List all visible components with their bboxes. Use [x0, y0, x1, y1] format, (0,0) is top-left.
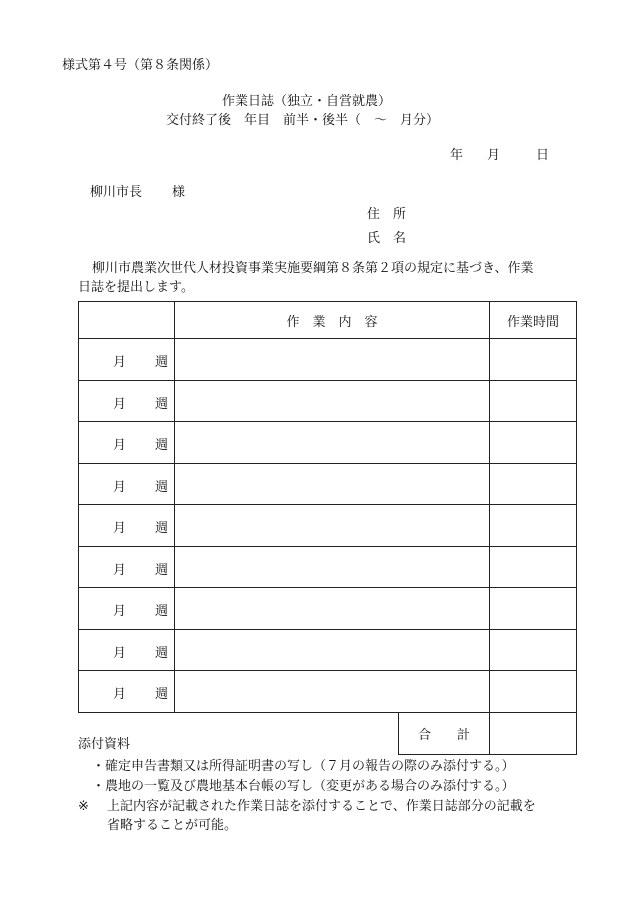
document-title: 作業日誌（独立・自営就農）: [222, 94, 392, 109]
table-row: [79, 671, 577, 713]
table-row: [79, 463, 577, 505]
work-hours-cell[interactable]: [490, 339, 577, 381]
work-hours-cell[interactable]: [490, 546, 577, 588]
week-label: 週: [155, 479, 169, 495]
week-label: 週: [155, 438, 169, 453]
work-content-cell[interactable]: [175, 422, 490, 464]
work-content-cell[interactable]: [175, 380, 490, 422]
month-label: 月: [113, 562, 127, 578]
address-label: 住 所: [367, 207, 407, 222]
table-row: [79, 588, 577, 630]
month-label: 月: [113, 521, 127, 536]
table-row: [79, 339, 577, 381]
week-label: 週: [155, 562, 169, 578]
work-hours-cell[interactable]: [490, 671, 577, 713]
work-hours-cell[interactable]: [490, 422, 577, 464]
work-content-cell[interactable]: [175, 339, 490, 381]
period-cell: [79, 671, 175, 713]
week-label: 週: [155, 521, 169, 536]
header-work-hours: 作業時間: [490, 302, 577, 339]
work-hours-cell[interactable]: [490, 463, 577, 505]
work-hours-cell[interactable]: [490, 629, 577, 671]
date-month: 月: [487, 148, 501, 163]
document-subtitle: 交付終了後 年目 前半・後半（ ～ 月分）: [166, 113, 440, 128]
period-cell: [79, 380, 175, 422]
period-cell: [79, 588, 175, 630]
week-label: 週: [155, 645, 169, 661]
month-label: 月: [113, 479, 127, 495]
work-content-cell[interactable]: [175, 463, 490, 505]
table-header: [79, 302, 577, 339]
period-cell: [79, 546, 175, 588]
table-row: [79, 422, 577, 464]
month-label: 月: [113, 355, 127, 370]
period-cell: [79, 629, 175, 671]
work-log-table: [78, 301, 577, 713]
week-label: 週: [155, 604, 169, 619]
form-number: 様式第４号（第８条関係）: [62, 58, 219, 73]
intro-line-2: 日誌を提出します。: [78, 280, 194, 295]
work-content-cell[interactable]: [175, 588, 490, 630]
name-label: 氏 名: [367, 231, 407, 246]
week-label: 週: [155, 687, 169, 702]
total-hours-cell[interactable]: [490, 713, 577, 755]
period-cell: [79, 422, 175, 464]
note-line-2: 省略することが可能。: [107, 818, 238, 833]
total-table: [398, 712, 577, 755]
month-label: 月: [113, 645, 127, 661]
attachment-item: ・確定申告書類又は所得証明書の写し（７月の報告の際のみ添付する。）: [92, 759, 515, 774]
month-label: 月: [113, 604, 127, 619]
date-year: 年: [450, 148, 464, 163]
date-day: 日: [536, 148, 550, 163]
table-row: [79, 629, 577, 671]
table-row: [79, 546, 577, 588]
attachment-item: ・農地の一覧及び農地基本台帳の写し（変更がある場合のみ添付する。）: [92, 779, 515, 794]
week-label: 週: [155, 355, 169, 370]
work-content-cell[interactable]: [175, 671, 490, 713]
total-label: 合 計: [399, 713, 490, 755]
month-label: 月: [113, 438, 127, 453]
note-mark: ※: [78, 799, 89, 814]
work-content-cell[interactable]: [175, 505, 490, 547]
attachments-heading: 添付資料: [78, 737, 131, 752]
work-hours-cell[interactable]: [490, 505, 577, 547]
work-content-cell[interactable]: [175, 546, 490, 588]
table-row: [79, 505, 577, 547]
month-label: 月: [113, 687, 127, 702]
period-cell: [79, 339, 175, 381]
addressee-honorific: 様: [172, 185, 186, 200]
work-hours-cell[interactable]: [490, 380, 577, 422]
period-cell: [79, 505, 175, 547]
intro-line-1: 柳川市農業次世代人材投資事業実施要綱第８条第２項の規定に基づき、作業: [92, 261, 534, 276]
table-row: [79, 380, 577, 422]
work-content-cell[interactable]: [175, 629, 490, 671]
note-line-1: 上記内容が記載された作業日誌を添付することで、作業日誌部分の記載を: [107, 799, 536, 814]
month-label: 月: [113, 396, 127, 412]
header-period: [79, 302, 175, 339]
work-hours-cell[interactable]: [490, 588, 577, 630]
addressee-name: 柳川市長: [90, 185, 143, 200]
period-cell: [79, 463, 175, 505]
header-work-content: 作 業 内 容: [175, 302, 490, 339]
week-label: 週: [155, 396, 169, 412]
